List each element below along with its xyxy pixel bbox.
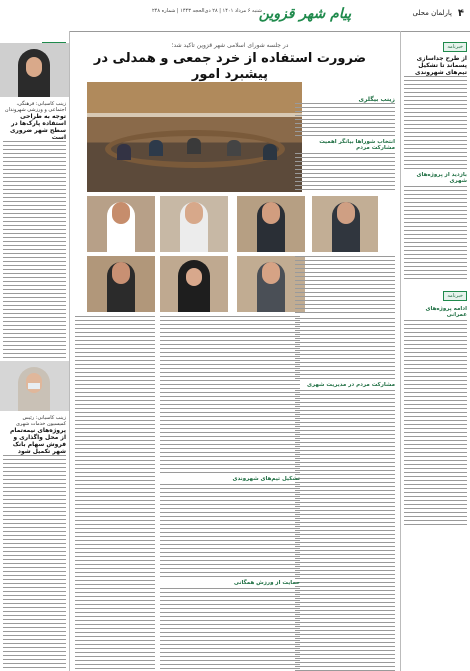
masthead	[70, 0, 470, 32]
photo-caption: زینب کاسیانی: فرهنگی، اجتماعی و ورزشی شهروندان	[4, 101, 66, 113]
portrait-photo	[87, 256, 155, 312]
sidebar-text	[404, 320, 467, 525]
council-meeting-photo	[87, 82, 302, 192]
main-headline	[80, 42, 380, 83]
portrait-photo	[160, 196, 228, 252]
sidebar-tag: خبرنامه	[443, 42, 467, 52]
article-subhead: مشارکت مردم در مدیریت شهری	[306, 382, 395, 388]
sidebar-headline: بازدید از پروژه‌های شهری	[416, 172, 467, 184]
kicker: در جلسه شورای اسلامی شهر قزوین تاکید شد؛	[171, 42, 289, 49]
portrait-photo	[0, 43, 70, 97]
article-column	[295, 318, 395, 671]
right-sidebar	[400, 31, 470, 671]
sidebar-tag: خبرنامه	[443, 291, 467, 301]
sidebar-headline: پروژه‌های نیمه‌تمام از محل واگذاری و فروش سهام بانک شهر تکمیل شود	[9, 427, 66, 455]
left-sidebar	[0, 31, 70, 671]
dateline: شنبه ۶ مرداد ۱۴۰۱ | ۲۸ ذی‌الحجه ۱۴۴۳ | شماره ۲۴۸	[152, 8, 262, 14]
sidebar-text	[3, 455, 66, 671]
article-column	[160, 316, 300, 671]
portrait-photo	[0, 361, 70, 411]
page-number: ۴	[457, 8, 464, 19]
sidebar-headline: از طرح جداسازی پسماند تا تشکیل تیم‌های شهروندی	[415, 55, 467, 76]
article-column	[75, 316, 155, 671]
byline: زینب بیگلری	[358, 96, 395, 103]
article-subhead: حمایت از ورزش همگانی	[233, 580, 300, 586]
sidebar-text	[404, 76, 467, 169]
sidebar-text	[404, 186, 467, 279]
logo: پیام شهر قزوین	[258, 6, 352, 22]
photo-caption: زینب کاسیانی: رئیس کمیسیون خدمات شهری	[16, 415, 66, 427]
sidebar-headline: توجه به طراحی استفاده پارک‌ها در سطح شهر ضروری است	[9, 113, 66, 141]
article-column	[295, 256, 395, 316]
sidebar-text	[3, 141, 66, 362]
article-subhead: تشکیل تیم‌های شهروندی	[232, 476, 300, 482]
sidebar-headline: ادامه پروژه‌های عمرانی	[425, 306, 467, 318]
article-column	[295, 96, 395, 193]
portrait-photo	[87, 196, 155, 252]
section-name: پارلمان محلی	[412, 9, 452, 17]
page-title: ضرورت استفاده از خرد جمعی و همدلی در پیشبرد امور	[93, 51, 367, 82]
article-subhead: انتخاب شوراها بیانگر اهمیت مشارکت مردم	[319, 139, 395, 151]
portrait-photo	[237, 196, 305, 252]
portrait-photo	[160, 256, 228, 312]
portrait-photo	[312, 196, 378, 252]
